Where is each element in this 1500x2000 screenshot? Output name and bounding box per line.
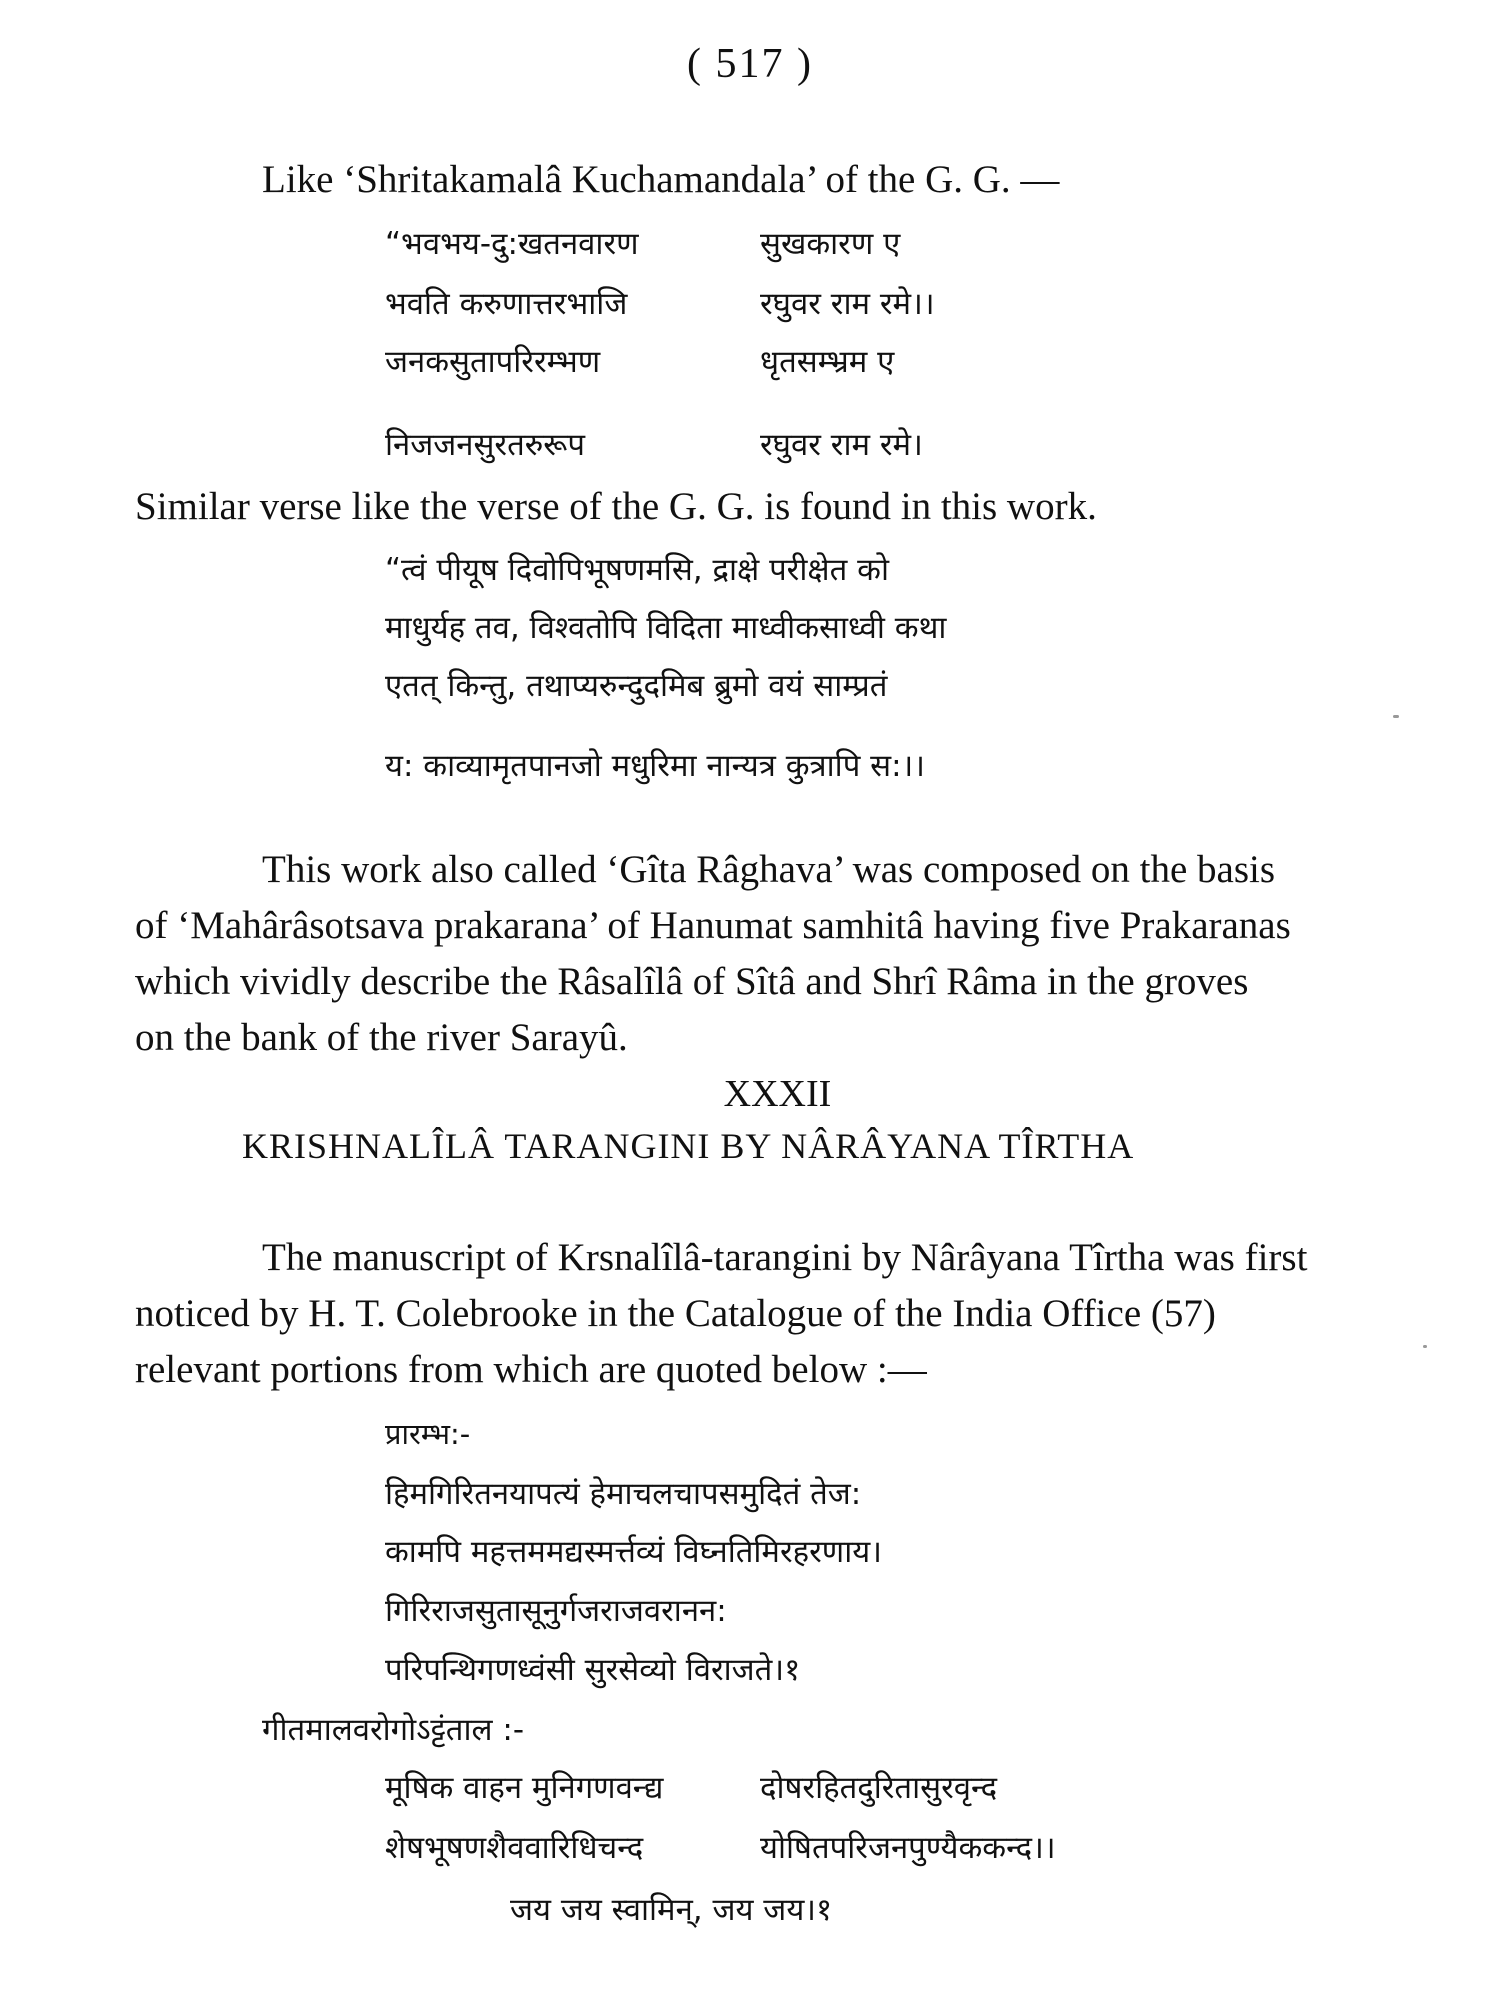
song-row2-right: योषितपरिजनपुण्यैककन्द।।: [760, 1830, 1056, 1866]
verse3-right: धृतसम्भ्रम ए: [760, 344, 895, 380]
verse1-left: “भवभय-दु:खतनवारण: [385, 226, 639, 262]
section1-intro: Like ‘Shritakamalâ Kuchamandala’ of the G. G. —: [262, 158, 1060, 201]
song-row2-left: शेषभूषणशैववारिधिचन्द: [385, 1830, 644, 1866]
paragraph2-line-3: relevant portions from which are quoted below :—: [135, 1348, 927, 1391]
paragraph1-line-1: This work also called ‘Gîta Râghava’ was composed on the basis: [262, 848, 1276, 891]
sloka-line-2: माधुर्यह तव, विश्वतोपि विदिता माध्वीकसाध्वी कथा: [385, 610, 947, 646]
verse3-left: जनकसुतापरिरम्भण: [385, 344, 601, 380]
paragraph1-line-3: which vividly describe the Râsalîlâ of Sîtâ and Shrî Râma in the groves: [135, 960, 1249, 1003]
paragraph1-line-4: on the bank of the river Sarayû.: [135, 1016, 628, 1059]
chapter-number: XXXII: [723, 1073, 832, 1115]
verse4-left: निजजनसुरतरुरूप: [385, 427, 585, 463]
scan-speck: [1393, 715, 1399, 718]
quote-start-label: प्रारम्भ:-: [385, 1417, 471, 1451]
verse1-right: सुखकारण ए: [760, 226, 901, 262]
quote-line-4: परिपन्थिगणध्वंसी सुरसेव्यो विराजते।१: [385, 1652, 801, 1688]
quote-line-2: कामपि महत्तममद्यस्मर्त्तव्यं विघ्नतिमिरहरणाय।: [385, 1534, 882, 1570]
quote-line-3: गिरिराजसुतासूनुर्गजराजवरानन:: [385, 1593, 727, 1629]
sloka-line-4: य: काव्यामृतपानजो मधुरिमा नान्यत्र कुत्रापि स:।।: [385, 748, 926, 784]
raga-label: गीतमालवरोगोऽट्टंताल :-: [262, 1712, 524, 1748]
verse2-left: भवति करुणात्तरभाजि: [385, 286, 628, 322]
verse4-right: रघुवर राम रमे।: [760, 427, 923, 463]
quote-line-1: हिमगिरितनयापत्यं हेमाचलचापसमुदितं तेज:: [385, 1476, 862, 1512]
chapter-title: KRISHNALÎLÂ TARANGINI BY NÂRÂYANA TÎRTHA: [242, 1126, 1135, 1166]
page-number: ( 517 ): [687, 41, 813, 87]
song-row1-left: मूषिक वाहन मुनिगणवन्द्य: [385, 1770, 664, 1806]
sloka-line-1: “त्वं पीयूष दिवोपिभूषणमसि, द्राक्षे परीक्षेत को: [385, 552, 889, 588]
paragraph2-line-2: noticed by H. T. Colebrooke in the Catalogue of the India Office (57): [135, 1292, 1216, 1335]
section2-intro: Similar verse like the verse of the G. G. is found in this work.: [135, 485, 1097, 528]
sloka-line-3: एतत् किन्तु, तथाप्यरुन्दुदमिब ब्रुमो वयं साम्प्रतं: [385, 668, 888, 704]
scan-speck: [1423, 1345, 1427, 1348]
verse2-right: रघुवर राम रमे।।: [760, 286, 935, 322]
song-row1-right: दोषरहितदुरितासुरवृन्द: [760, 1770, 998, 1806]
paragraph2-line-1: The manuscript of Krsnalîlâ-tarangini by Nârâyana Tîrtha was first: [262, 1236, 1308, 1279]
paragraph1-line-2: of ‘Mahârâsotsava prakarana’ of Hanumat samhitâ having five Prakaranas: [135, 904, 1291, 947]
refrain: जय जय स्वामिन्, जय जय।१: [510, 1892, 833, 1928]
